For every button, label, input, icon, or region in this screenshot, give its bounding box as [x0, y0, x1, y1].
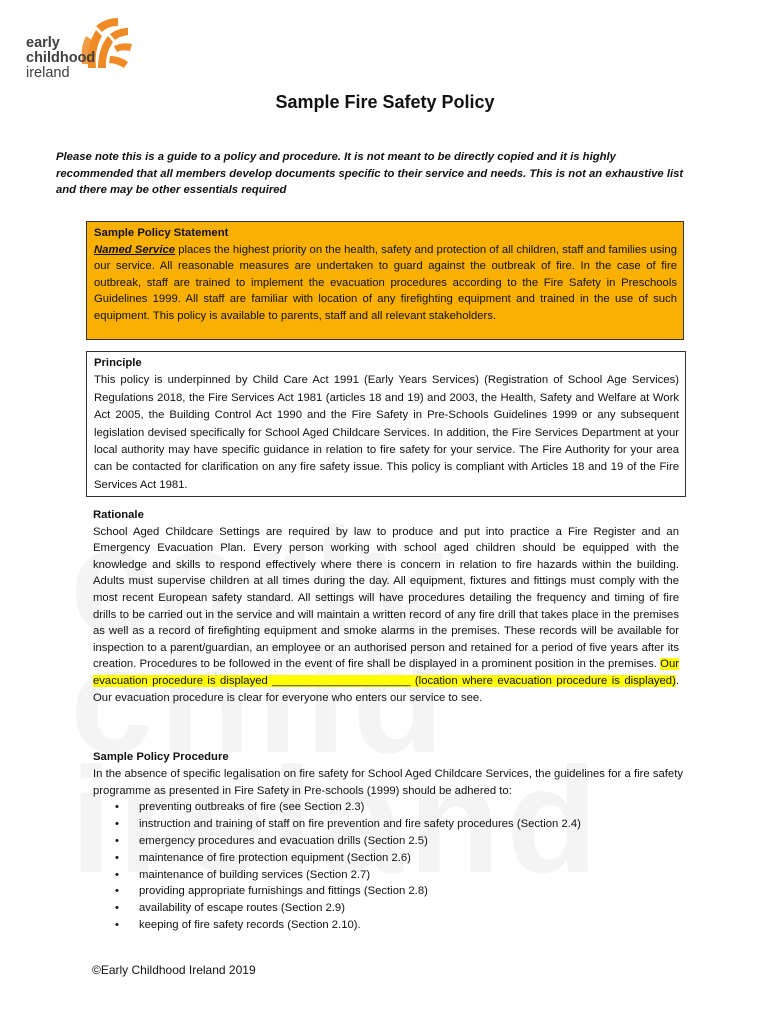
- named-service-placeholder: Named Service: [94, 243, 176, 256]
- procedure-heading: Sample Policy Procedure: [93, 751, 229, 763]
- logo-line-1: early: [26, 35, 60, 51]
- principle-body: This policy is underpinned by Child Care Act 1991 (Early Years Services) (Registration of School Age Services) Regulations 2018, the Fire Services Act 1981 (articles 18 and 19) and 2003, the Health, Safety and Welfare at Work Act 2005, the Building Control Act 1990 and the Fire Safety in Pre-Schools Guidelines 1999 or any subsequent legislation devised specifically for School Aged Childcare Services. In addition, the Fire Services Department at your local authority may have specific guidance in relation to fire safety for your service. The Fire Authority for your area can be contacted for clarification on any fire safety issue. This policy is compliant with Articles 18 and 19 of the Fire Services Act 1981.: [94, 374, 679, 491]
- list-item: • providing appropriate furnishings and fittings (Section 2.8): [93, 883, 683, 900]
- early-childhood-ireland-logo: [22, 16, 142, 88]
- rationale-section: [93, 507, 679, 706]
- bullet-icon: •: [115, 818, 119, 831]
- rationale-tail: . Our evacuation procedure is clear for everyone who enters our service to see.: [93, 674, 679, 704]
- policy-statement-body: [94, 242, 677, 325]
- policy-statement-box: [86, 221, 684, 340]
- evacuation-highlight: Our evacuation procedure is displayed ______________________ (location where evacuation procedure is displayed): [93, 658, 679, 687]
- list-item: • keeping of fire safety records (Section 2.10).: [93, 917, 683, 934]
- logo-line-3: ireland: [26, 65, 70, 81]
- footer-copyright: ©Early Childhood Ireland 2019: [92, 963, 256, 977]
- bullet-icon: •: [115, 834, 119, 847]
- bullet-icon: •: [115, 801, 119, 814]
- list-item: • maintenance of fire protection equipment (Section 2.6): [93, 850, 683, 867]
- rationale-heading: Rationale: [93, 509, 144, 521]
- procedure-section: [93, 749, 683, 934]
- page-title: Sample Fire Safety Policy: [275, 92, 495, 112]
- principle-heading: Principle: [94, 357, 142, 369]
- procedure-list: [93, 799, 683, 933]
- bullet-icon: •: [115, 918, 119, 931]
- logo-wordmark: [26, 36, 95, 81]
- principle-box: [86, 351, 686, 497]
- list-item: • maintenance of building services (Section 2.7): [93, 867, 683, 884]
- rationale-text: School Aged Childcare Settings are required by law to produce and put into practice a Fire Register and an Emergency Evacuation Plan. Every person working with school aged children should be equipped with the knowledge and skills to respond effectively where there is concern in relation to fire hazards within the building. Adults must supervise children at all times during the day. All equipment, fixtures and fittings must comply with the most recent European safety standard. All settings will have procedures detailing the frequency and timing of fire drills to be carried out in the service and will maintain a written record of any fire drill that takes place in the premises as well as a record of firefighting equipment and smoke alarms in the premises. These records will be available for inspection to a parent/guardian, an employee or an authorised person and retained for a period of five years after its creation. Procedures to be followed in the event of fire shall be displayed in a prominent position in the premises.: [93, 525, 679, 671]
- bullet-icon: •: [115, 868, 119, 881]
- list-item: • instruction and training of staff on fire prevention and fire safety procedures (Section 2.4): [93, 816, 683, 833]
- bullet-icon: •: [115, 885, 119, 898]
- list-item: • preventing outbreaks of fire (see Section 2.3): [93, 799, 683, 816]
- guidance-note: Please note this is a guide to a policy and procedure. It is not meant to be directly copied and it is highly recommended that all members develop documents specific to their service and needs. This is not an exhaustive list and there may be other essentials required: [56, 151, 684, 196]
- policy-statement-heading: Sample Policy Statement: [94, 227, 229, 239]
- rationale-body: [93, 524, 679, 707]
- bullet-icon: •: [115, 851, 119, 864]
- logo-line-2: childhood: [26, 50, 96, 66]
- policy-statement-text: places the highest priority on the health, safety and protection of all children, staff and families using our service. All reasonable measures are undertaken to guard against the outbreak of fire. In the case of fire outbreak, staff are trained to implement the evacuation procedures according to the Fire Safety in Preschools Guidelines 1999. All staff are familiar with location of any firefighting equipment and trained in the use of such equipment. This policy is available to parents, staff and all relevant stakeholders.: [94, 243, 678, 322]
- list-item: • emergency procedures and evacuation drills (Section 2.5): [93, 833, 683, 850]
- procedure-intro: In the absence of specific legalisation on fire safety for School Aged Childcare Services, the guidelines for a fire safety programme as presented in Fire Safety in Pre-schools (1999) should be adhered to:: [93, 767, 683, 797]
- list-item: • availability of escape routes (Section 2.9): [93, 900, 683, 917]
- bullet-icon: •: [115, 902, 119, 915]
